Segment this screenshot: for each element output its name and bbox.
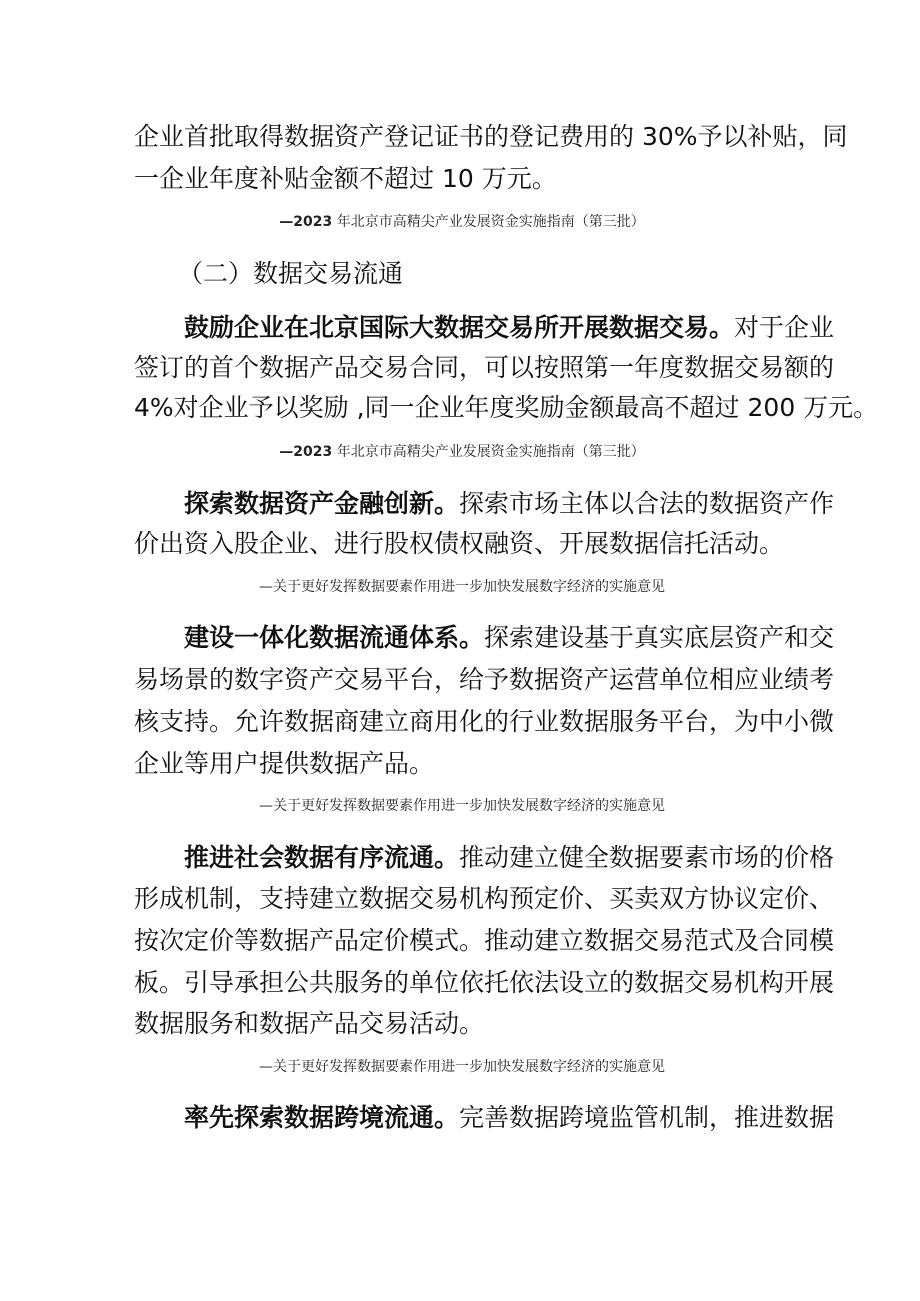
citation-year: 2023 bbox=[293, 444, 333, 460]
body-line: 核支持。允许数据商建立商用化的行业数据服务平台，为中小微 bbox=[134, 707, 835, 736]
paragraph-text: 探索建设基于真实底层资产和交 bbox=[484, 623, 835, 652]
body-line: 按次定价等数据产品定价模式。推动建立数据交易范式及合同模 bbox=[134, 926, 835, 955]
paragraph-lead: 探索数据资产金融创新。 bbox=[184, 489, 460, 518]
paragraph-text: 对于企业 bbox=[734, 313, 835, 342]
body-line: 数据服务和数据产品交易活动。 bbox=[134, 1009, 485, 1038]
citation-dash: — bbox=[279, 214, 294, 230]
paragraph-lead: 鼓励企业在北京国际大数据交易所开展数据交易。 bbox=[184, 313, 735, 342]
paragraph-first-line bbox=[184, 488, 835, 520]
paragraph-lead: 建设一体化数据流通体系。 bbox=[184, 623, 485, 652]
paragraph-text: 推动建立健全数据要素市场的价格 bbox=[459, 843, 835, 872]
body-line: 企业等用户提供数据产品。 bbox=[134, 749, 435, 778]
paragraph-first-line bbox=[184, 1102, 835, 1134]
source-citation: —关于更好发挥数据要素作用进一步加快发展数字经济的实施意见 bbox=[259, 1059, 665, 1075]
source-citation: —关于更好发挥数据要素作用进一步加快发展数字经济的实施意见 bbox=[259, 798, 665, 814]
body-line: 4%对企业予以奖励 ,同一企业年度奖励金额最高不超过 200 万元。 bbox=[134, 393, 879, 422]
paragraph-text: 完善数据跨境监管机制，推进数据 bbox=[459, 1103, 835, 1132]
body-line: 企业首批取得数据资产登记证书的登记费用的 30%予以补贴，同 bbox=[134, 122, 848, 151]
paragraph-lead: 率先探索数据跨境流通。 bbox=[184, 1103, 460, 1132]
paragraph-first-line bbox=[184, 842, 835, 874]
paragraph-lead: 推进社会数据有序流通。 bbox=[184, 843, 460, 872]
body-line: 形成机制，支持建立数据交易机构预定价、买卖双方协议定价、 bbox=[134, 884, 835, 913]
body-line: 价出资入股企业、进行股权债权融资、开展数据信托活动。 bbox=[134, 529, 785, 558]
paragraph-text: 探索市场主体以合法的数据资产作 bbox=[459, 489, 835, 518]
citation-dash: — bbox=[279, 444, 294, 460]
body-line: 板。引导承担公共服务的单位依托依法设立的数据交易机构开展 bbox=[134, 968, 835, 997]
citation-title: 年北京市高精尖产业发展资金实施指南（第三批） bbox=[332, 444, 645, 460]
paragraph-first-line bbox=[184, 622, 835, 654]
source-citation bbox=[134, 213, 790, 231]
source-citation: —关于更好发挥数据要素作用进一步加快发展数字经济的实施意见 bbox=[259, 579, 665, 595]
citation-year: 2023 bbox=[293, 214, 333, 230]
citation-title: 年北京市高精尖产业发展资金实施指南（第三批） bbox=[332, 214, 645, 230]
body-line: 签订的首个数据产品交易合同，可以按照第一年度数据交易额的 bbox=[134, 353, 835, 382]
body-line: 一企业年度补贴金额不超过 10 万元。 bbox=[134, 164, 557, 193]
body-line: 易场景的数字资产交易平台，给予数据资产运营单位相应业绩考 bbox=[134, 665, 835, 694]
section-heading: （二）数据交易流通 bbox=[178, 259, 404, 288]
paragraph-first-line bbox=[184, 312, 835, 344]
source-citation bbox=[134, 443, 790, 461]
